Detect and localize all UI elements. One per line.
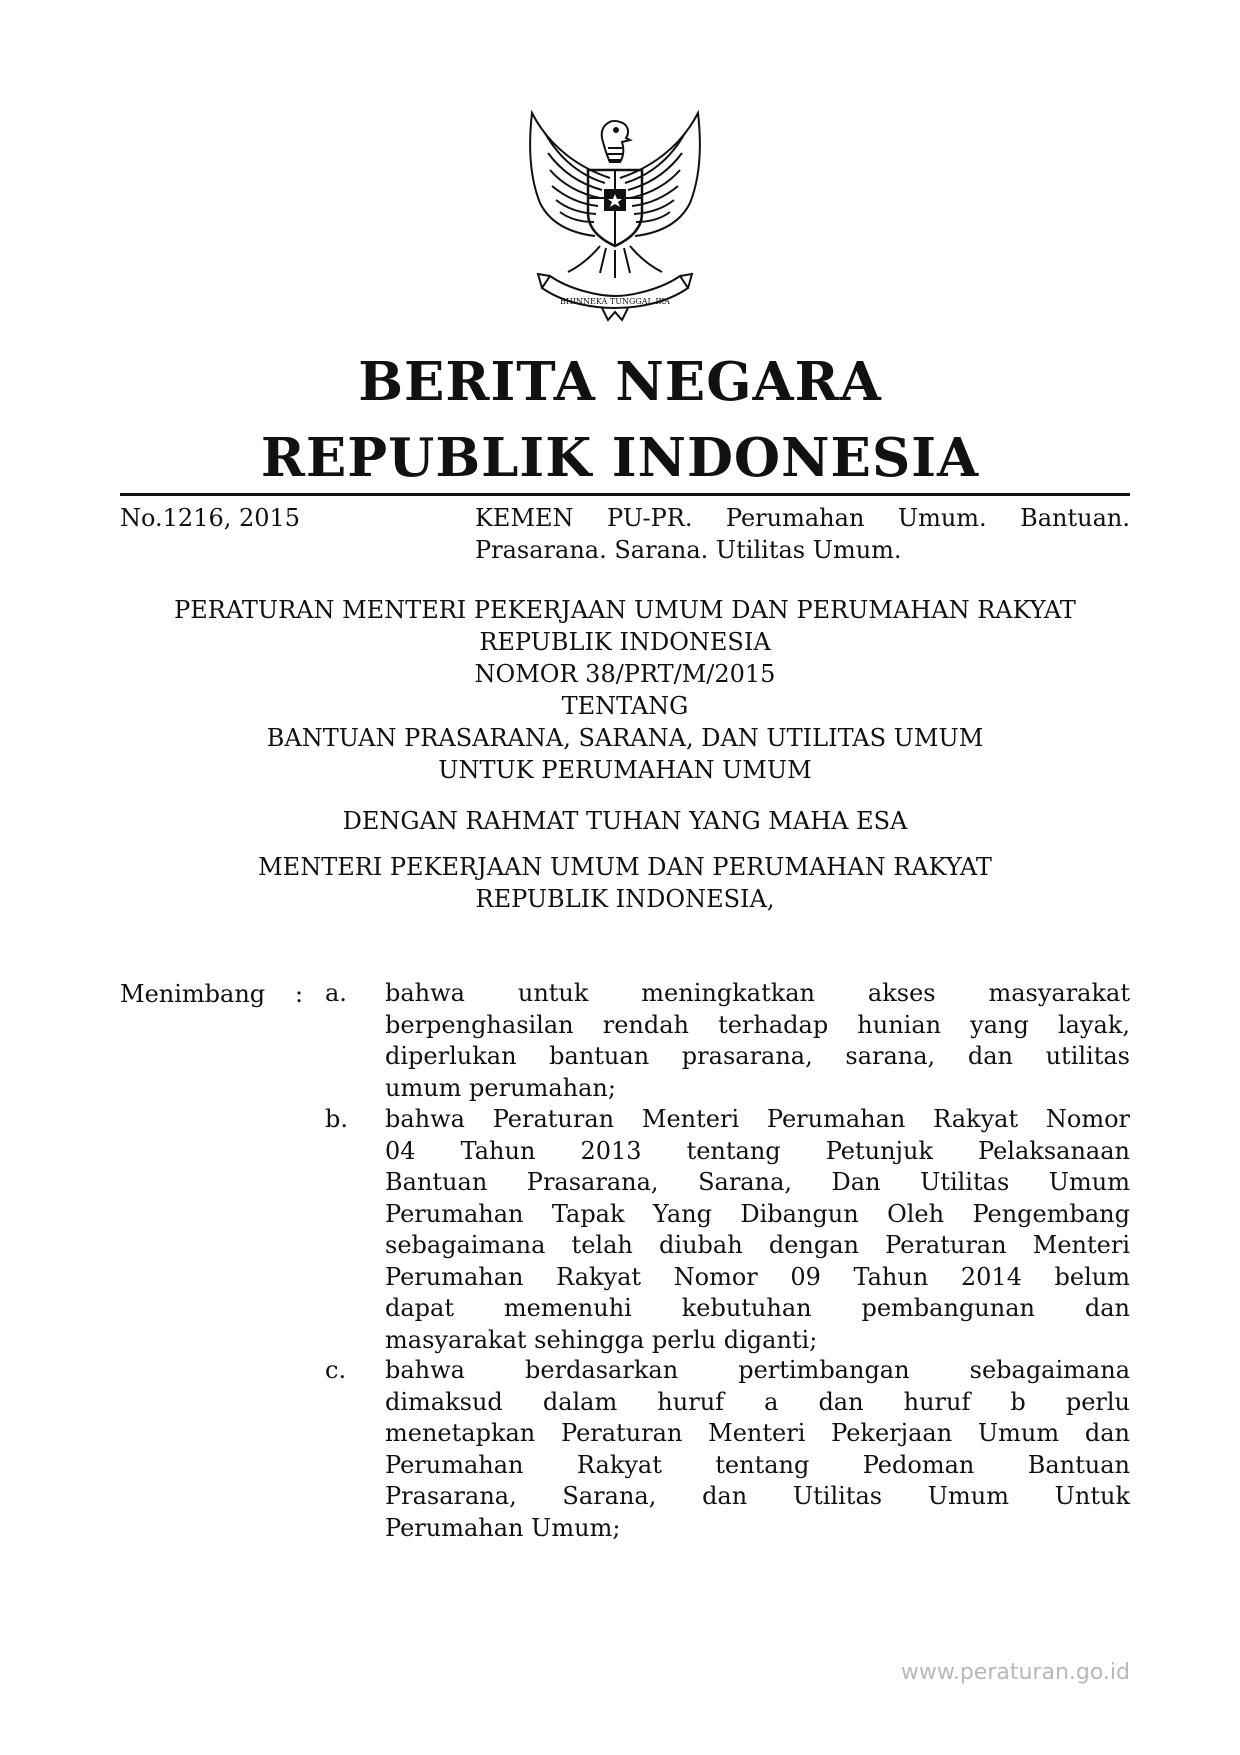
regulation-subject-line: BANTUAN PRASARANA, SARANA, DAN UTILITAS UMUM (266, 724, 984, 752)
text-line: 04 Tahun 2013 tentang Petunjuk Pelaksanaan (385, 1136, 1130, 1165)
text-line: dapat memenuhi kebutuhan pembangunan dan (385, 1294, 1130, 1322)
considering-item-text (385, 978, 1130, 1104)
minister-heading-line: MENTERI PEKERJAAN UMUM DAN PERUMAHAN RAKYAT (258, 853, 992, 881)
masthead-title: BERITA NEGARA (358, 351, 882, 413)
considering-item-text (385, 1104, 1130, 1356)
text-line: Perumahan Umum; (385, 1513, 621, 1542)
issue-subject-line: KEMEN PU-PR. Perumahan Umum. Bantuan. (475, 504, 1130, 532)
text-line: berpenghasilan rendah terhadap hunian yang layak, (385, 1010, 1130, 1039)
considering-label: Menimbang (120, 980, 266, 1008)
invocation (120, 805, 1130, 837)
text-line: sebagaimana telah diubah dengan Peraturan Menteri (385, 1231, 1130, 1259)
issue-subject-line: Prasarana. Sarana. Utilitas Umum. (475, 536, 902, 564)
masthead-divider (120, 493, 1130, 496)
text-line: Perumahan Rakyat tentang Pedoman Bantuan (385, 1450, 1130, 1479)
text-line: Bantuan Prasarana, Sarana, Dan Utilitas Umum (385, 1168, 1130, 1196)
invocation-text: DENGAN RAHMAT TUHAN YANG MAHA ESA (342, 807, 908, 835)
text-line: umum perumahan; (385, 1073, 616, 1102)
text-line: Prasarana, Sarana, dan Utilitas Umum Untuk (385, 1482, 1130, 1510)
masthead-subtitle: REPUBLIK INDONESIA (260, 427, 980, 489)
regulation-title-line: REPUBLIK INDONESIA (479, 628, 771, 656)
text-line: diperlukan bantuan prasarana, sarana, dan utilitas (385, 1042, 1130, 1070)
considering-item-marker: b. (325, 1105, 348, 1133)
regulation-about: TENTANG (561, 692, 689, 720)
text-line: menetapkan Peraturan Menteri Pekerjaan Umum dan (385, 1419, 1130, 1447)
regulation-title-line: PERATURAN MENTERI PEKERJAAN UMUM DAN PERUMAHAN RAKYAT (174, 596, 1076, 624)
minister-heading-line: REPUBLIK INDONESIA, (475, 885, 775, 913)
text-line: bahwa Peraturan Menteri Perumahan Rakyat Nomor (385, 1105, 1130, 1133)
footer-url-link[interactable]: www.peraturan.go.id (900, 1660, 1130, 1685)
text-line: masyarakat sehingga perlu diganti; (385, 1325, 818, 1354)
emblem-motto: BHINNEKA TUNGGAL IKA (560, 297, 670, 306)
issue-number: No.1216, 2015 (120, 504, 301, 532)
text-line: bahwa untuk meningkatkan akses masyarakat (385, 979, 1130, 1007)
minister-heading (120, 851, 1130, 915)
text-line: bahwa berdasarkan pertimbangan sebagaimana (385, 1356, 1130, 1384)
regulation-number: NOMOR 38/PRT/M/2015 (474, 660, 776, 688)
regulation-title (120, 594, 1130, 786)
text-line: Perumahan Rakyat Nomor 09 Tahun 2014 belum (385, 1262, 1130, 1291)
text-line: dimaksud dalam huruf a dan huruf b perlu (385, 1387, 1130, 1416)
considering-item-marker: a. (325, 979, 347, 1007)
issue-subject (475, 502, 1130, 566)
considering-item-text (385, 1355, 1130, 1544)
considering-item-marker: c. (325, 1356, 347, 1384)
regulation-subject-line: UNTUK PERUMAHAN UMUM (438, 756, 812, 784)
text-line: Perumahan Tapak Yang Dibangun Oleh Pengembang (385, 1199, 1130, 1228)
considering-colon: : (295, 980, 304, 1008)
garuda-emblem-icon (510, 108, 720, 323)
